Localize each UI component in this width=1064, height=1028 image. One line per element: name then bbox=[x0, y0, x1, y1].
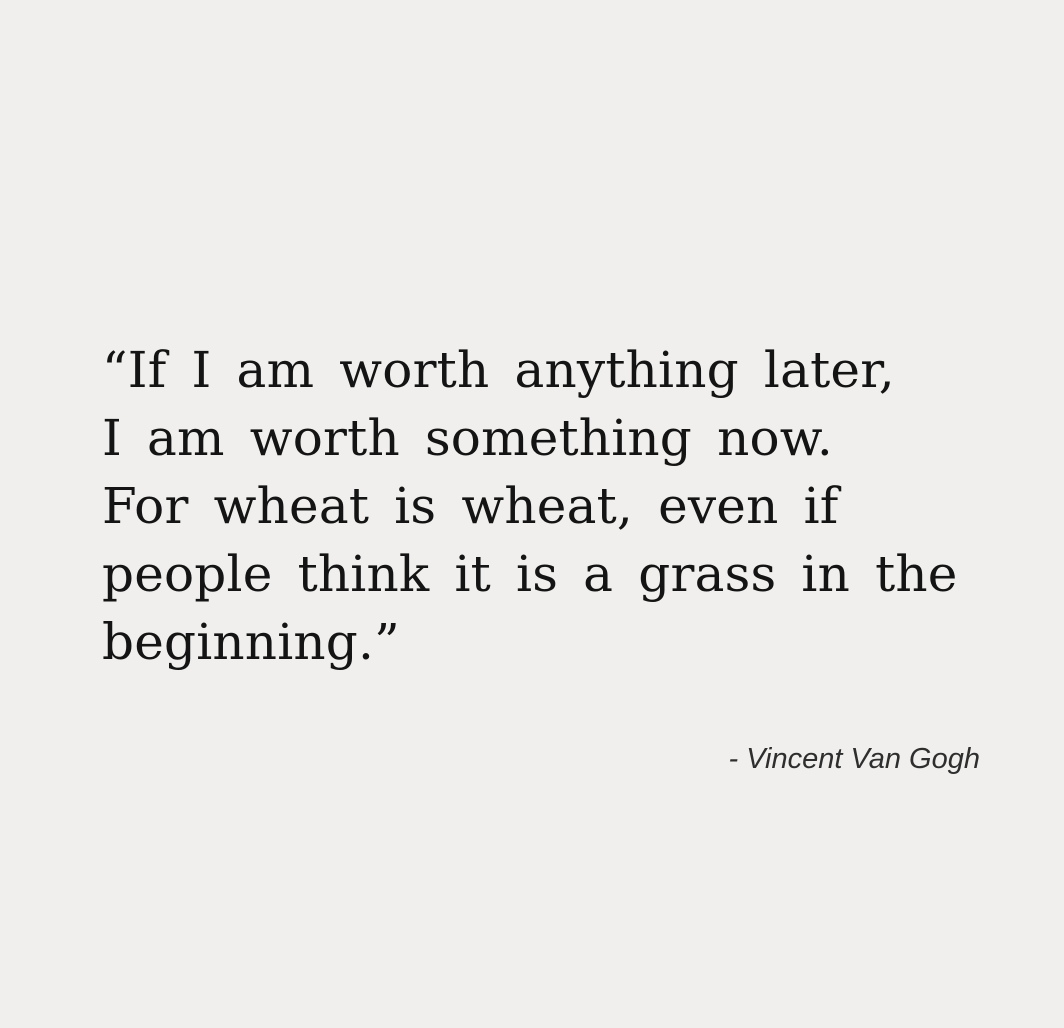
quote-text bbox=[102, 336, 1022, 676]
quote-line: people think it is a grass in the bbox=[102, 545, 958, 603]
quote-line: I am worth something now. bbox=[102, 409, 833, 467]
quote-line: For wheat is wheat, even if bbox=[102, 477, 839, 535]
quote-attribution: - Vincent Van Gogh bbox=[728, 743, 980, 775]
quote-line: “If I am worth anything later, bbox=[102, 341, 895, 399]
quote-line: beginning.” bbox=[102, 613, 400, 671]
